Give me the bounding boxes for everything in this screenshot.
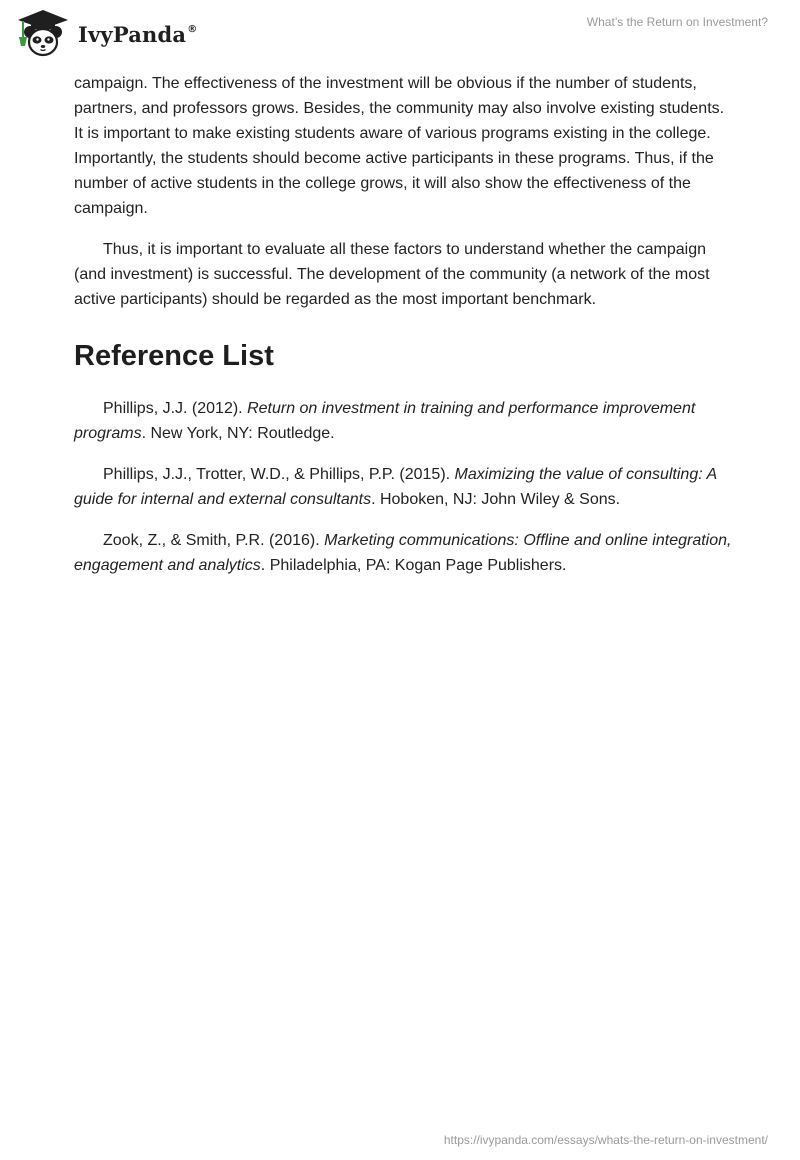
reference-title: Maximizing the value of consulting: A guide for internal and external consultants [74, 466, 717, 508]
body-paragraph: Thus, it is important to evaluate all these factors to understand whether the campaign (and investment) is successful. The development of the community (a network of the most active participants) should be regarded as the most important benchmark. [74, 241, 710, 308]
reference-list-heading: Reference List [74, 340, 274, 372]
body-paragraph: campaign. The effectiveness of the investment will be obvious if the number of students, partners, and professors grows. Besides, the community may also involve existing students. It is important to make existing students aware of various programs existing in the college. Importantly, the students should become active participants in these programs. Thus, if the number of active students in the college grows, it will also show the effectiveness of the campaign. [74, 75, 725, 217]
reference-title: Marketing communications: Offline and online integration, engagement and analytics [74, 532, 732, 574]
reference-entry [74, 462, 734, 512]
ivypanda-logo[interactable] [14, 8, 197, 58]
source-url-link[interactable]: https://ivypanda.com/essays/whats-the-return-on-investment/ [443, 1133, 768, 1147]
reference-entry [74, 396, 734, 446]
document-running-title: What’s the Return on Investment? [586, 15, 768, 29]
reference-authors: Zook, Z., & Smith, P.R. (2016). [103, 532, 325, 549]
reference-publisher: . Hoboken, NJ: John Wiley & Sons. [371, 491, 621, 508]
reference-authors: Phillips, J.J. (2012). [103, 400, 248, 417]
page-header [0, 0, 800, 70]
reference-entry [74, 528, 734, 578]
essay-body [74, 71, 734, 594]
reference-title: Return on investment in training and performance improvement programs [74, 400, 696, 442]
reference-publisher: . Philadelphia, PA: Kogan Page Publishers. [260, 557, 567, 574]
panda-graduate-icon [14, 8, 72, 58]
logo-wordmark: IvyPanda® [78, 21, 198, 47]
reference-authors: Phillips, J.J., Trotter, W.D., & Phillips, P.P. (2015). [103, 466, 455, 483]
registered-mark: ® [187, 23, 198, 35]
reference-publisher: . New York, NY: Routledge. [141, 425, 335, 442]
